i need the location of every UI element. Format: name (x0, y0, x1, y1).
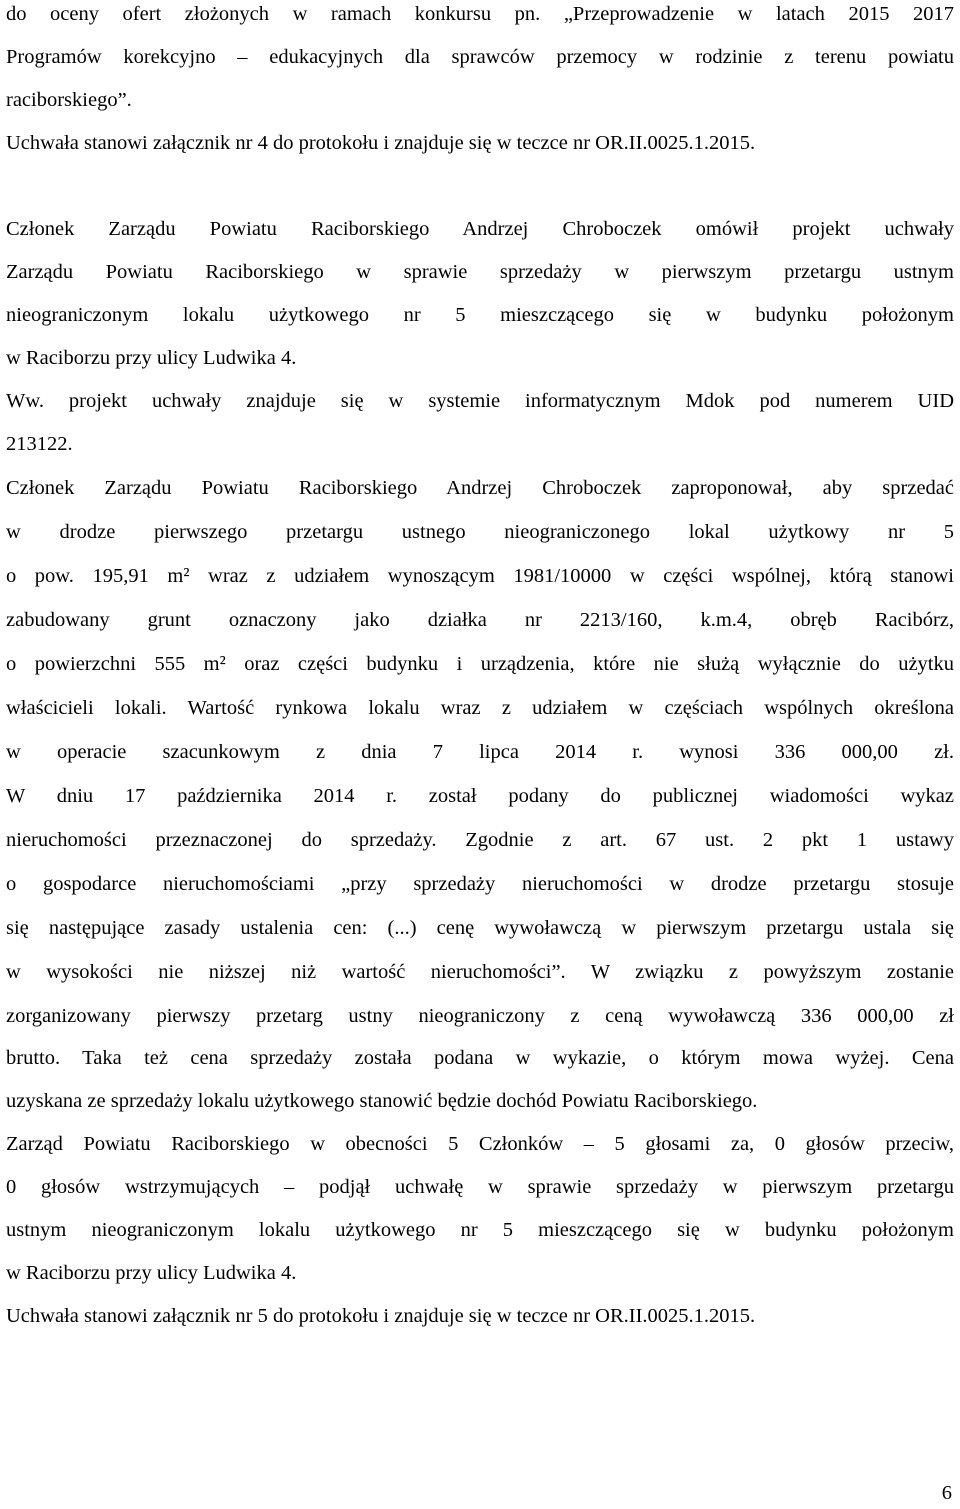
text-line: się następujące zasady ustalenia cen: (...) cenę wywoławczą w pierwszym przetargu ustala się (6, 917, 954, 939)
text-line: uzyskana ze sprzedaży lokalu użytkowego stanowić będzie dochód Powiatu Raciborskiego. (6, 1090, 758, 1112)
text-line: Zarządu Powiatu Raciborskiego w sprawie sprzedaży w pierwszym przetargu ustnym (6, 261, 954, 283)
text-line: w Raciborzu przy ulicy Ludwika 4. (6, 1262, 297, 1284)
text-line: do oceny ofert złożonych w ramach konkursu pn. „Przeprowadzenie w latach 2015 2017 (6, 3, 954, 25)
text-line: o gospodarce nieruchomościami „przy sprzedaży nieruchomości w drodze przetargu stosuje (6, 873, 954, 895)
text-line: nieruchomości przeznaczonej do sprzedaży. Zgodnie z art. 67 ust. 2 pkt 1 ustawy (6, 829, 954, 851)
text-line: W dniu 17 października 2014 r. został podany do publicznej wiadomości wykaz (6, 785, 954, 807)
text-line: w operacie szacunkowym z dnia 7 lipca 2014 r. wynosi 336 000,00 zł. (6, 741, 954, 763)
text-line: 0 głosów wstrzymujących – podjął uchwałę w sprawie sprzedaży w pierwszym przetargu (6, 1176, 954, 1198)
text-line: o powierzchni 555 m² oraz części budynku i urządzenia, które nie służą wyłącznie do użytku (6, 653, 954, 675)
text-line: zorganizowany pierwszy przetarg ustny nieograniczony z ceną wywoławczą 336 000,00 zł (6, 1005, 954, 1027)
text-line: w wysokości nie niższej niż wartość nieruchomości”. W związku z powyższym zostanie (6, 961, 954, 983)
text-line: ustnym nieograniczonym lokalu użytkowego nr 5 mieszczącego się w budynku położonym (6, 1219, 954, 1241)
text-line: zabudowany grunt oznaczony jako działka nr 2213/160, k.m.4, obręb Racibórz, (6, 609, 954, 631)
text-line: brutto. Taka też cena sprzedaży została podana w wykazie, o którym mowa wyżej. Cena (6, 1047, 954, 1069)
page-number: 6 (941, 1482, 952, 1504)
text-line: właścicieli lokali. Wartość rynkowa lokalu wraz z udziałem w częściach wspólnych określona (6, 697, 954, 719)
text-line: raciborskiego”. (6, 89, 132, 111)
text-line: Uchwała stanowi załącznik nr 4 do protokołu i znajduje się w teczce nr OR.II.0025.1.2015. (6, 132, 756, 154)
text-line: 213122. (6, 433, 73, 455)
text-line: w Raciborzu przy ulicy Ludwika 4. (6, 347, 297, 369)
text-line: Zarząd Powiatu Raciborskiego w obecności 5 Członków – 5 głosami za, 0 głosów przeciw, (6, 1133, 954, 1155)
text-line: o pow. 195,91 m² wraz z udziałem wynoszącym 1981/10000 w części wspólnej, którą stanowi (6, 565, 954, 587)
text-line: Członek Zarządu Powiatu Raciborskiego Andrzej Chroboczek zaproponował, aby sprzedać (6, 477, 954, 499)
text-line: Programów korekcyjno – edukacyjnych dla sprawców przemocy w rodzinie z terenu powiatu (6, 46, 954, 68)
text-line: Uchwała stanowi załącznik nr 5 do protokołu i znajduje się w teczce nr OR.II.0025.1.2015. (6, 1305, 756, 1327)
text-line: Członek Zarządu Powiatu Raciborskiego Andrzej Chroboczek omówił projekt uchwały (6, 218, 954, 240)
text-line: nieograniczonym lokalu użytkowego nr 5 mieszczącego się w budynku położonym (6, 304, 954, 326)
text-line: w drodze pierwszego przetargu ustnego nieograniczonego lokal użytkowy nr 5 (6, 521, 954, 543)
text-line: Ww. projekt uchwały znajduje się w systemie informatycznym Mdok pod numerem UID (6, 390, 954, 412)
